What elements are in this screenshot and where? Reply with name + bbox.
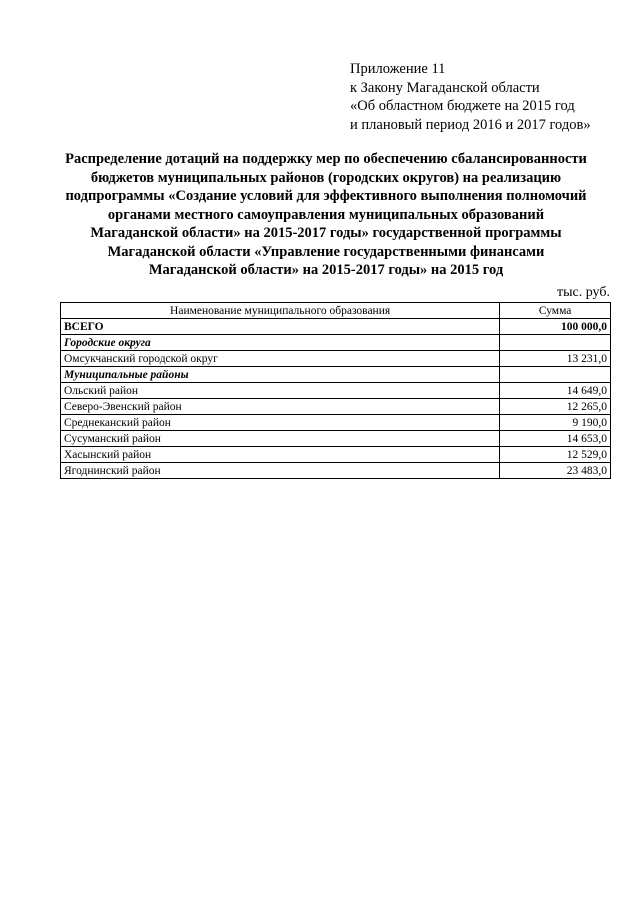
row-name: Ольский район (61, 383, 500, 399)
title-line: органами местного самоуправления муниципальных образований (107, 206, 545, 223)
row-name: Омсукчанский городской округ (61, 351, 500, 367)
title-line: бюджетов муниципальных районов (городских округов) на реализацию (90, 169, 562, 186)
row-name: Ягоднинский район (61, 463, 500, 479)
row-amount: 12 529,0 (500, 447, 611, 463)
appendix-line: «Об областном бюджете на 2015 год (350, 98, 575, 114)
unit-label: тыс. руб. (557, 285, 610, 300)
table-row-total (61, 319, 611, 335)
title-line: подпрограммы «Создание условий для эффективного выполнения полномочий (65, 188, 587, 204)
title-line: Распределение дотаций на поддержку мер по обеспечению сбалансированности (65, 151, 587, 167)
row-amount (500, 335, 611, 351)
table-row (61, 399, 611, 415)
allocation-table (60, 302, 611, 479)
row-amount: 14 653,0 (500, 431, 611, 447)
appendix-line: Приложение 11 (350, 61, 446, 77)
table-row (61, 351, 611, 367)
header-name: Наименование муниципального образования (61, 303, 500, 319)
row-name: ВСЕГО (61, 319, 500, 335)
header-amount: Сумма (500, 303, 611, 319)
row-amount: 23 483,0 (500, 463, 611, 479)
row-amount: 100 000,0 (500, 319, 611, 335)
row-name: Сусуманский район (61, 431, 500, 447)
appendix-line: к Закону Магаданской области (350, 79, 540, 96)
row-amount: 13 231,0 (500, 351, 611, 367)
title-line: Магаданской области» на 2015-2017 годы» государственной программы (90, 225, 562, 241)
row-amount: 14 649,0 (500, 383, 611, 399)
row-name: Среднеканский район (61, 415, 500, 431)
document-title (40, 150, 612, 280)
appendix-line: и плановый период 2016 и 2017 годов» (350, 116, 591, 133)
appendix-note (350, 60, 591, 134)
table-row (61, 431, 611, 447)
row-amount (500, 367, 611, 383)
row-amount: 12 265,0 (500, 399, 611, 415)
row-name: Хасынский район (61, 447, 500, 463)
table-header-row (61, 303, 611, 319)
title-line: Магаданской области «Управление государственными финансами (107, 243, 545, 260)
row-name: Северо-Эвенский район (61, 399, 500, 415)
row-name: Муниципальные районы (61, 367, 500, 383)
table-row-group (61, 335, 611, 351)
table-row (61, 463, 611, 479)
row-name: Городские округа (61, 335, 500, 351)
table-row (61, 415, 611, 431)
row-amount: 9 190,0 (500, 415, 611, 431)
table-row-group (61, 367, 611, 383)
table-row (61, 383, 611, 399)
title-line: Магаданской области» на 2015-2017 годы» на 2015 год (148, 262, 504, 278)
table-row (61, 447, 611, 463)
